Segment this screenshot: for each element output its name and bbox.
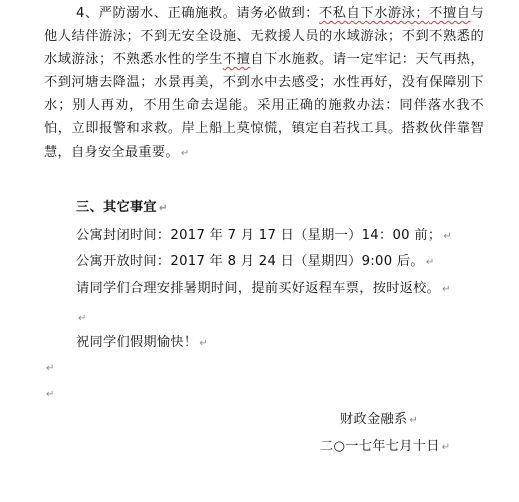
paragraph-mark: ↵ bbox=[441, 442, 451, 453]
paragraph-mark: ↵ bbox=[46, 363, 55, 374]
signature-date-text: 二○一七年七月十日 bbox=[320, 439, 440, 454]
dorm-close-time bbox=[76, 226, 452, 247]
empty-paragraph bbox=[44, 358, 55, 379]
paragraph-mark: ↵ bbox=[443, 231, 453, 242]
safety-text-part6: 自下水施救。请一定牢记：天气再热，不到河塘去降温；水景再美，不到水中去感受；水性再好，没有保障别下水；别人再劝，不用生命去逞能。采用正确的施救办法：同伴落水我不怕，立即报警和求救。岸上船上莫惊慌，镇定自若找工具。搭救伙伴靠智慧，自身安全最重要。 bbox=[44, 52, 484, 160]
arrangement-note-text: 请同学们合理安排暑期时间，提前买好返程车票，按时返校。 bbox=[76, 281, 441, 296]
section-heading-text: 三、其它事宜 bbox=[76, 200, 157, 215]
safety-text-part2: 不私自下水游泳； bbox=[319, 6, 429, 21]
safety-text-part3: 不擅自 bbox=[428, 6, 471, 21]
safety-text-part5: 不擅 bbox=[222, 52, 251, 68]
paragraph-mark: ↵ bbox=[180, 147, 190, 159]
paragraph-mark: ↵ bbox=[78, 313, 87, 324]
paragraph-mark: ↵ bbox=[442, 284, 451, 295]
signature-department bbox=[340, 410, 418, 431]
empty-paragraph bbox=[76, 308, 87, 329]
dorm-close-time-text: 公寓封闭时间：2017 年 7 月 17 日（星期一）14：00 前； bbox=[76, 228, 442, 243]
signature-date bbox=[320, 437, 450, 458]
safety-text-part4: 与他人结伴游泳；不到无安全设施、无救援人员的水域游泳；不到不熟悉的水域游泳；不熟悉水性的学生 bbox=[44, 6, 484, 68]
paragraph-mark: ↵ bbox=[409, 415, 419, 426]
safety-text-part1: 4、严防溺水、正确施救。请务必做到： bbox=[76, 6, 320, 21]
paragraph-mark: ↵ bbox=[158, 203, 168, 214]
holiday-wish bbox=[76, 333, 208, 354]
holiday-wish-text: 祝同学们假期愉快！ bbox=[76, 335, 198, 350]
dorm-open-time bbox=[76, 252, 435, 273]
arrangement-note bbox=[76, 279, 451, 300]
paragraph-mark: ↵ bbox=[46, 389, 55, 400]
empty-paragraph bbox=[44, 384, 55, 405]
section-heading bbox=[76, 198, 168, 219]
paragraph-mark: ↵ bbox=[425, 257, 435, 268]
safety-paragraph bbox=[44, 2, 484, 165]
dorm-open-time-text: 公寓开放时间：2017 年 8 月 24 日（星期四）9:00 后。 bbox=[76, 254, 424, 269]
signature-department-text: 财政金融系 bbox=[340, 412, 408, 427]
paragraph-mark: ↵ bbox=[199, 338, 209, 349]
